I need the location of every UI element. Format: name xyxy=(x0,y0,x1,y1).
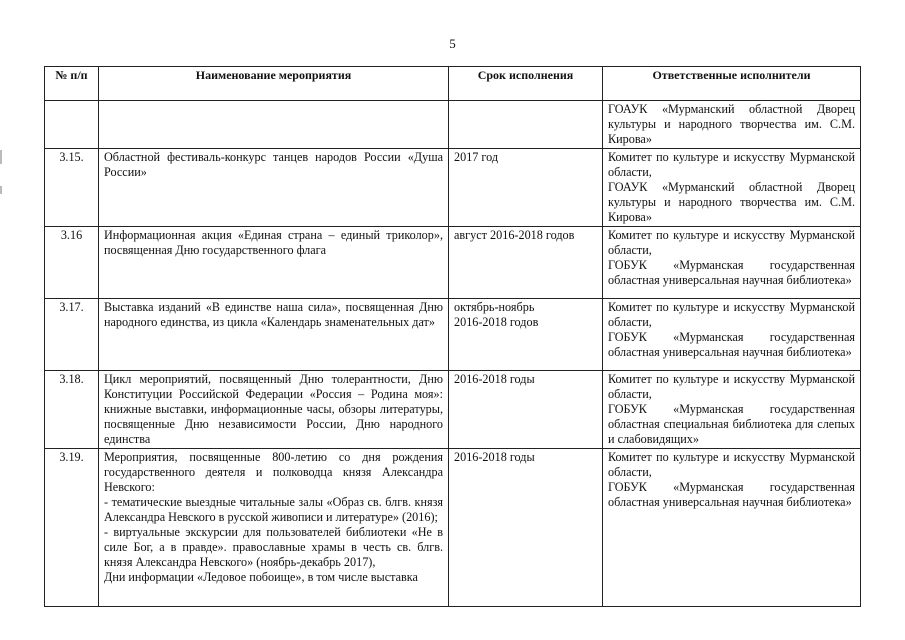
executors-line: ГОБУК «Мурманская государственная областная универсальная научная библиотека» xyxy=(608,258,855,287)
row-number: 3.17. xyxy=(45,299,99,371)
row-number: 3.16 xyxy=(45,227,99,299)
executors-line: ГОАУК «Мурманский областной Дворец культуры и народного творчества им. С.М. Кирова» xyxy=(608,180,855,224)
executors-cell xyxy=(603,371,861,449)
deadline-cell xyxy=(449,227,603,299)
table-body xyxy=(45,101,861,607)
executors-line: Комитет по культуре и искусству Мурманской области, xyxy=(608,228,855,257)
table-header-row xyxy=(45,67,861,101)
deadline-line: 2017 год xyxy=(454,150,499,164)
event-name-cell xyxy=(99,101,449,149)
row-number: 3.15. xyxy=(45,149,99,227)
page-number: 5 xyxy=(449,36,456,51)
event-name-cell xyxy=(99,299,449,371)
deadline-cell xyxy=(449,299,603,371)
header-deadline: Срок исполнения xyxy=(449,67,603,101)
table-row xyxy=(45,101,861,149)
executors-line: Комитет по культуре и искусству Мурманской области, xyxy=(608,300,855,329)
event-name-cell xyxy=(99,371,449,449)
executors-line: ГОБУК «Мурманская государственная областная универсальная научная библиотека» xyxy=(608,480,855,509)
table-row xyxy=(45,227,861,299)
scan-edge-mark xyxy=(0,186,2,194)
executors-cell xyxy=(603,101,861,149)
event-name-line: Дни информации «Ледовое побоище», в том числе выставка xyxy=(104,570,418,584)
events-table xyxy=(44,66,861,607)
event-name-cell xyxy=(99,227,449,299)
scan-edge-mark xyxy=(0,150,2,164)
event-name-cell xyxy=(99,149,449,227)
table-row xyxy=(45,371,861,449)
executors-cell xyxy=(603,449,861,607)
deadline-line: 2016-2018 годов xyxy=(454,315,539,329)
event-name-cell xyxy=(99,449,449,607)
executors-cell xyxy=(603,227,861,299)
executors-line: ГОБУК «Мурманская государственная областная универсальная научная библиотека» xyxy=(608,330,855,359)
executors-line: ГОАУК «Мурманский областной Дворец культуры и народного творчества им. С.М. Кирова» xyxy=(608,102,855,146)
executors-cell xyxy=(603,149,861,227)
deadline-line: октябрь-ноябрь xyxy=(454,300,535,314)
row-number: 3.18. xyxy=(45,371,99,449)
event-name-line: Мероприятия, посвященные 800-летию со дня рождения государственного деятеля и полководца князя Александра Невского: xyxy=(104,450,443,494)
event-name-line: Информационная акция «Единая страна – единый триколор», посвященная Дню государственного флага xyxy=(104,228,443,257)
executors-line: Комитет по культуре и искусству Мурманской области, xyxy=(608,450,855,479)
header-number: № п/п xyxy=(45,67,99,101)
event-name-line: Цикл мероприятий, посвященный Дню толерантности, Дню Конституции Российской Федерации «Россия – Родина моя»: книжные выставки, информационные часы, обзоры литературы, посвященные Дню независимости России, Дню народного единства xyxy=(104,372,443,446)
row-number: 3.19. xyxy=(45,449,99,607)
header-executors: Ответственные исполнители xyxy=(603,67,861,101)
deadline-line: август 2016-2018 годов xyxy=(454,228,575,242)
event-name-line: Выставка изданий «В единстве наша сила», посвященная Дню народного единства, из цикла «Календарь знаменательных дат» xyxy=(104,300,443,329)
event-name-line: Областной фестиваль-конкурс танцев народов России «Душа России» xyxy=(104,150,443,179)
header-event-name: Наименование мероприятия xyxy=(99,67,449,101)
deadline-cell xyxy=(449,371,603,449)
executors-line: Комитет по культуре и искусству Мурманской области, xyxy=(608,372,855,401)
deadline-line: 2016-2018 годы xyxy=(454,450,535,464)
executors-line: Комитет по культуре и искусству Мурманской области, xyxy=(608,150,855,179)
table-row xyxy=(45,449,861,607)
executors-line: ГОБУК «Мурманская государственная областная специальная библиотека для слепых и слабовидящих» xyxy=(608,402,855,446)
deadline-cell xyxy=(449,449,603,607)
table-row xyxy=(45,299,861,371)
row-number xyxy=(45,101,99,149)
executors-cell xyxy=(603,299,861,371)
deadline-line: 2016-2018 годы xyxy=(454,372,535,386)
table-row xyxy=(45,149,861,227)
event-name-line: - виртуальные экскурсии для пользователей библиотеки «Не в силе Бог, а в правде». православные храмы в честь св. блгв. князя Александра Невского» (ноябрь-декабрь 2017), xyxy=(104,525,443,569)
event-name-line: - тематические выездные читальные залы «Образ св. блгв. князя Александра Невского в русской живописи и литературе» (2016); xyxy=(104,495,443,524)
deadline-cell xyxy=(449,101,603,149)
deadline-cell xyxy=(449,149,603,227)
